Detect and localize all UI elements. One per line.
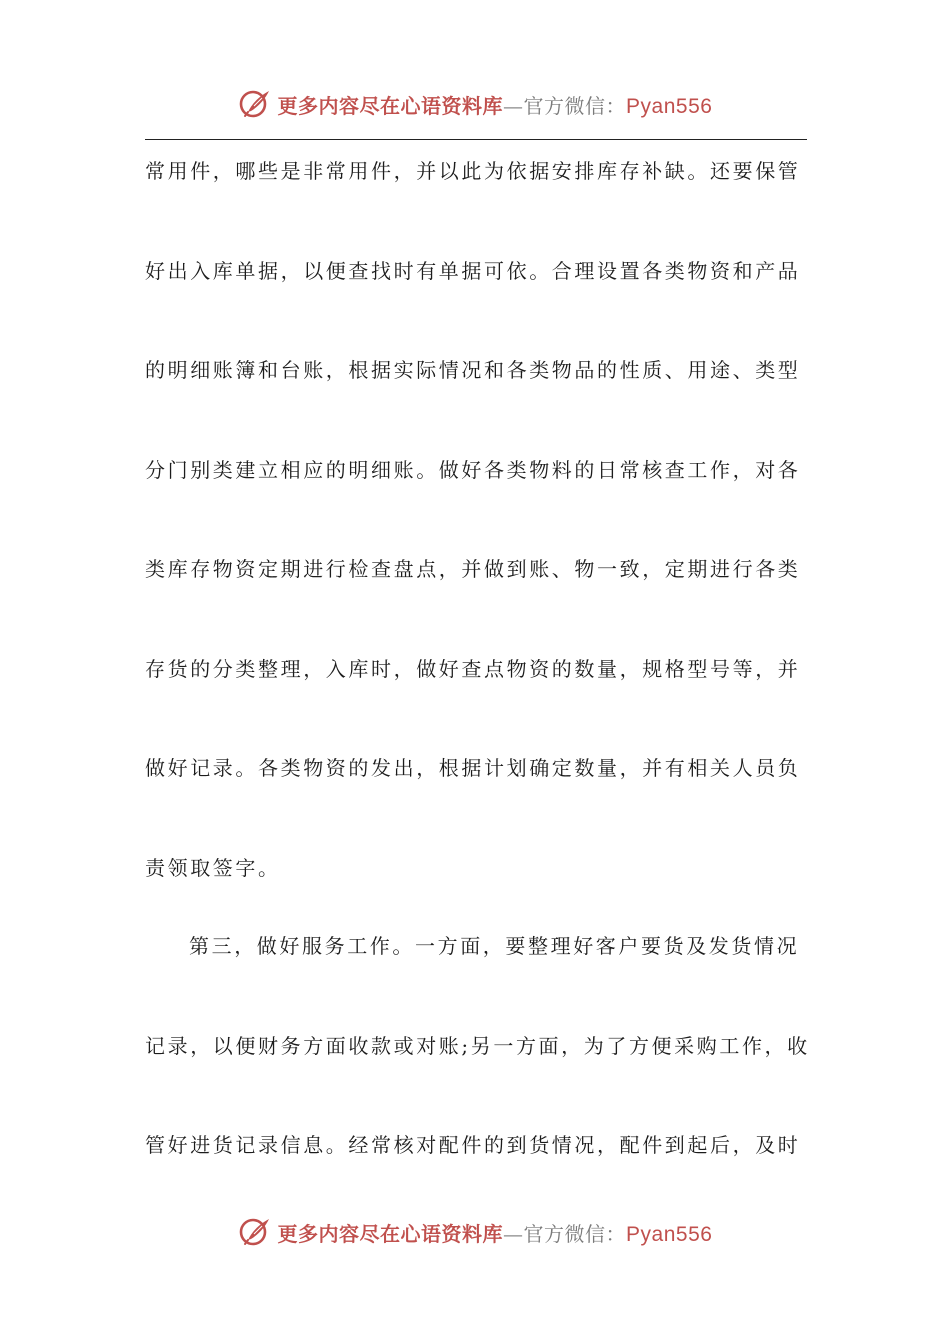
body-line-1: 常用件，哪些是非常用件，并以此为依据安排库存补缺。还要保管 <box>145 159 801 183</box>
header-banner-main: 更多内容尽在心语资料库 <box>277 93 504 118</box>
body-line-9: 第三，做好服务工作。一方面，要整理好客户要货及发货情况 <box>189 934 800 958</box>
body-line-7: 做好记录。各类物资的发出，根据计划确定数量，并有相关人员负 <box>145 756 801 780</box>
header-rule <box>145 139 807 140</box>
body-line-4: 分门别类建立相应的明细账。做好各类物料的日常核查工作，对各 <box>145 458 801 482</box>
header-banner-label: 官方微信： <box>523 93 627 118</box>
header-banner <box>0 82 950 126</box>
footer-banner-separator: — <box>503 1221 524 1246</box>
body-line-8: 责领取签字。 <box>145 856 281 880</box>
footer-banner-main: 更多内容尽在心语资料库 <box>277 1221 504 1246</box>
body-line-5: 类库存物资定期进行检查盘点，并做到账、物一致，定期进行各类 <box>145 557 801 581</box>
header-banner-wechat-id: Pyan556 <box>626 94 713 118</box>
body-line-2: 好出入库单据，以便查找时有单据可依。合理设置各类物资和产品 <box>145 259 801 283</box>
quill-logo-icon <box>238 86 274 122</box>
body-line-10: 记录，以便财务方面收款或对账;另一方面，为了方便采购工作，收 <box>145 1034 810 1058</box>
footer-banner-label: 官方微信： <box>523 1221 627 1246</box>
body-line-3: 的明细账簿和台账，根据实际情况和各类物品的性质、用途、类型 <box>145 358 801 382</box>
body-line-6: 存货的分类整理，入库时，做好查点物资的数量，规格型号等，并 <box>145 657 801 681</box>
header-banner-text <box>278 90 713 119</box>
footer-banner <box>0 1210 950 1254</box>
quill-logo-icon <box>238 1214 274 1250</box>
footer-banner-wechat-id: Pyan556 <box>626 1222 713 1246</box>
header-banner-separator: — <box>503 93 524 118</box>
body-line-11: 管好进货记录信息。经常核对配件的到货情况，配件到起后，及时 <box>145 1133 801 1157</box>
footer-banner-text <box>278 1218 713 1247</box>
